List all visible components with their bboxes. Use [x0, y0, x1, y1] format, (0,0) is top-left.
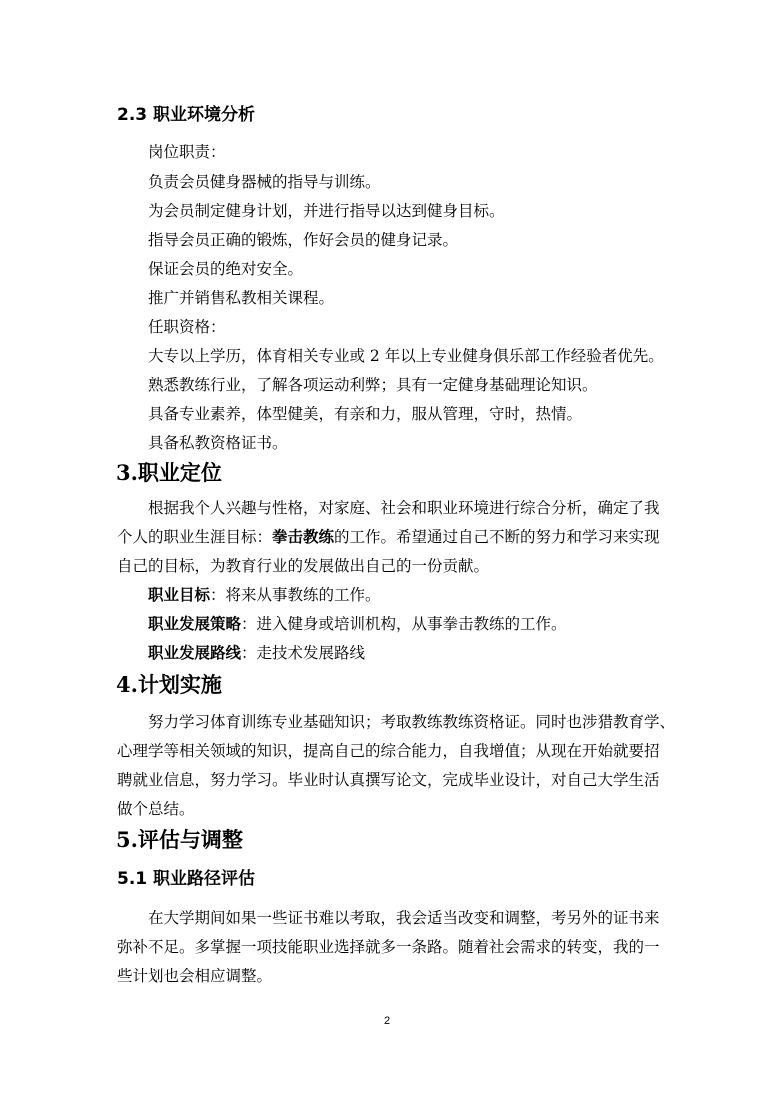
- duty-item: 推广并销售私教相关课程。: [148, 289, 335, 307]
- qualification-item: 大专以上学历，体育相关专业或 2 年以上专业健身俱乐部工作经验者优先。: [148, 347, 664, 365]
- paragraph-line: 心理学等相关领域的知识，提高自己的综合能力，自我增值；从现在开始就要招: [117, 742, 660, 760]
- section-heading-3: 3.职业定位: [116, 460, 222, 485]
- paragraph-line: [117, 527, 660, 547]
- section-heading-2-3: 2.3 职业环境分析: [117, 105, 256, 125]
- section-heading-4: 4.计划实施: [116, 672, 222, 697]
- paragraph-line: 聘就业信息，努力学习。毕业时认真撰写论文，完成毕业设计，对自己大学生活: [117, 771, 660, 789]
- career-strategy-line: [148, 614, 567, 634]
- paragraph-line: 根据我个人兴趣与性格，对家庭、社会和职业环境进行综合分析，确定了我: [148, 499, 660, 517]
- paragraph-line: 自己的目标，为教育行业的发展做出自己的一份贡献。: [117, 557, 490, 575]
- duty-item: 负责会员健身器械的指导与训练。: [148, 173, 381, 191]
- duty-item: 指导会员正确的锻炼，作好会员的健身记录。: [148, 231, 459, 249]
- career-route-line: [148, 643, 365, 663]
- paragraph-line: 做个总结。: [117, 800, 195, 818]
- career-goal-line: [148, 585, 381, 605]
- section-heading-5-1: 5.1 职业路径评估: [117, 869, 256, 889]
- text-run: 个人的职业生涯目标：: [117, 528, 273, 546]
- duty-item: 为会员制定健身计划，并进行指导以达到健身目标。: [148, 202, 505, 220]
- section-heading-5: 5.评估与调整: [116, 827, 243, 852]
- qualifications-label: 任职资格：: [148, 318, 226, 336]
- text-run: 的工作。希望通过自己不断的努力和学习来实现: [334, 528, 660, 546]
- qualification-item: 熟悉教练行业，了解各项运动利弊；具有一定健身基础理论知识。: [148, 376, 598, 394]
- career-goal-text: ：将来从事教练的工作。: [210, 586, 381, 604]
- paragraph-line: 在大学期间如果一些证书难以考取，我会适当改变和调整，考另外的证书来: [148, 909, 660, 927]
- bold-text-run: 拳击教练: [272, 527, 335, 546]
- career-route-text: ：走技术发展路线: [241, 644, 366, 662]
- paragraph-line: 弥补不足。多掌握一项技能职业选择就多一条路。随着社会需求的转变，我的一: [117, 938, 660, 956]
- career-strategy-label: 职业发展策略: [148, 614, 242, 633]
- duties-label: 岗位职责：: [148, 143, 226, 161]
- qualification-item: 具备私教资格证书。: [148, 434, 288, 452]
- page-number: 2: [383, 1015, 391, 1027]
- qualification-item: 具备专业素养，体型健美，有亲和力，服从管理，守时，热情。: [148, 405, 583, 423]
- duty-item: 保证会员的绝对安全。: [148, 260, 304, 278]
- career-route-label: 职业发展路线: [148, 643, 242, 662]
- career-goal-label: 职业目标: [148, 585, 211, 604]
- paragraph-line: 些计划也会相应调整。: [117, 967, 273, 985]
- career-strategy-text: ：进入健身或培训机构，从事拳击教练的工作。: [241, 615, 567, 633]
- paragraph-line: 努力学习体育训练专业基础知识；考取教练教练资格证。同时也涉猎教育学、: [148, 713, 676, 731]
